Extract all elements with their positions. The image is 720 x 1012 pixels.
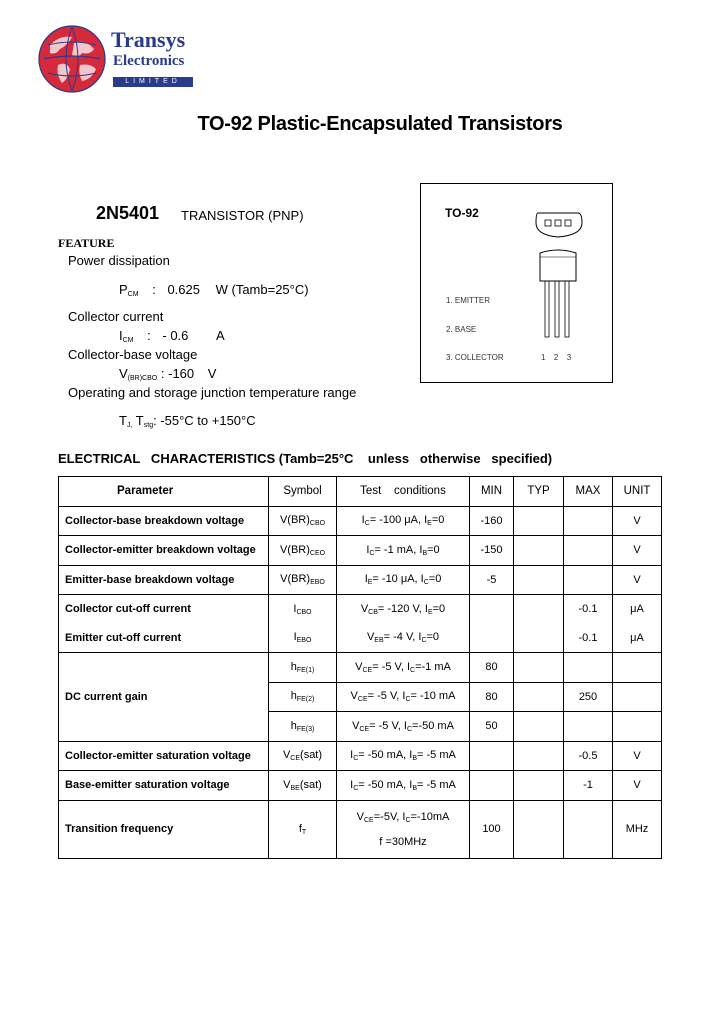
symbol-sub: CBO xyxy=(309,520,326,528)
row-symbol xyxy=(269,565,337,595)
cond-rest: = -5 V, I xyxy=(367,690,406,703)
table-header-row xyxy=(59,477,662,507)
table-row xyxy=(59,771,662,801)
symbol-sub: CBO xyxy=(296,608,312,616)
row-unit: μA xyxy=(613,595,662,624)
symbol-main: V(BR) xyxy=(280,573,311,586)
row-symbol xyxy=(269,624,337,653)
icm-line xyxy=(119,328,225,344)
row-symbol xyxy=(269,595,337,624)
brand-subtitle: Electronics xyxy=(113,53,185,69)
row-symbol xyxy=(269,506,337,536)
symbol-main: h xyxy=(290,690,297,703)
icm-value: - 0.6 xyxy=(162,328,189,343)
vbr-subscript: (BR)CBO xyxy=(127,375,158,382)
symbol-main: V xyxy=(282,749,291,762)
cond-rest2: =-1 mA xyxy=(415,660,451,673)
cond-line-a xyxy=(337,811,469,824)
symbol-main: V(BR) xyxy=(279,514,310,527)
pin-label-collector: 3. COLLECTOR xyxy=(446,353,504,362)
table-row xyxy=(59,741,662,771)
row-parameter: DC current gain xyxy=(59,653,269,742)
header-unit: UNIT xyxy=(613,477,662,507)
cond-sub: CE xyxy=(362,666,373,674)
cond-sub2: C xyxy=(410,666,416,674)
feature-heading: FEATURE xyxy=(58,236,115,250)
row-max xyxy=(564,506,613,536)
header-min: MIN xyxy=(470,477,514,507)
row-typ xyxy=(514,712,564,742)
row-unit: V xyxy=(613,565,662,595)
electrical-characteristics-heading: ELECTRICAL CHARACTERISTICS (Tamb=25°C unless otherwise specified) xyxy=(58,451,553,466)
cond-rest: = -5 V, I xyxy=(369,719,407,732)
cond-rest2: = -5 mA xyxy=(417,778,456,791)
row-typ xyxy=(514,800,564,858)
row-unit xyxy=(613,712,662,742)
row-min xyxy=(470,595,514,624)
row-min: -150 xyxy=(470,536,514,566)
cond-sub2: B xyxy=(412,755,418,763)
row-parameter: Collector-emitter saturation voltage xyxy=(59,741,269,771)
row-condition xyxy=(337,624,470,653)
cond-sub: C xyxy=(353,755,359,763)
row-min: 80 xyxy=(470,682,514,712)
row-max xyxy=(564,536,613,566)
vbr-symbol: V xyxy=(119,366,128,381)
cond-main: V xyxy=(356,810,364,823)
cond-sub2: C xyxy=(406,725,413,733)
symbol-main: f xyxy=(298,822,302,835)
row-typ xyxy=(514,653,564,683)
icm-colon: : xyxy=(147,328,151,343)
cond-main: V xyxy=(350,690,358,703)
row-condition xyxy=(337,771,470,801)
symbol-sub: CEO xyxy=(309,549,326,557)
cb-voltage-label: Collector-base voltage xyxy=(68,347,198,362)
cond-sub: C xyxy=(369,549,375,557)
pcm-subscript: CM xyxy=(127,291,139,298)
icm-symbol: I xyxy=(119,328,123,343)
vbr-colon: : xyxy=(160,366,165,381)
row-symbol xyxy=(269,536,337,566)
cond-rest: = -120 V, I xyxy=(377,602,428,615)
cond-rest2: =0 xyxy=(432,602,446,615)
cond-rest: = -50 mA, I xyxy=(358,778,413,791)
symbol-main: I xyxy=(293,602,297,615)
cond-sub: CE xyxy=(364,816,374,824)
row-min: -160 xyxy=(470,506,514,536)
cond-sub: CE xyxy=(359,725,370,733)
cond-rest2: = -5 mA xyxy=(417,749,456,762)
cond-line-b: f =30MHz xyxy=(379,835,427,848)
tstg-subscript: stg xyxy=(143,422,154,429)
cond-rest2: =0 xyxy=(431,514,445,527)
row-min xyxy=(470,741,514,771)
header-typ: TYP xyxy=(514,477,564,507)
row-max xyxy=(564,653,613,683)
power-dissipation-label: Power dissipation xyxy=(68,253,170,268)
pcm-line xyxy=(119,282,309,298)
row-parameter: Transition frequency xyxy=(59,800,269,858)
row-max xyxy=(564,712,613,742)
symbol-main: I xyxy=(293,631,297,644)
row-typ xyxy=(514,536,564,566)
pcm-unit-end: °C) xyxy=(289,282,309,297)
temperature-line xyxy=(119,413,256,429)
row-parameter: Base-emitter saturation voltage xyxy=(59,771,269,801)
cond-rest: = -1 mA, I xyxy=(374,543,423,556)
cond-sub: E xyxy=(367,579,373,587)
row-min: 100 xyxy=(470,800,514,858)
row-min xyxy=(470,771,514,801)
row-unit: V xyxy=(613,536,662,566)
row-symbol xyxy=(269,712,337,742)
symbol-sub: FE(2) xyxy=(296,696,315,704)
row-condition xyxy=(337,506,470,536)
cond-main: V xyxy=(355,660,363,673)
cond-sub2: E xyxy=(427,608,433,616)
vbr-line xyxy=(119,366,216,382)
row-condition xyxy=(337,653,470,683)
row-condition xyxy=(337,536,470,566)
cond-rest: = -50 mA, I xyxy=(358,749,413,762)
electrical-characteristics-table xyxy=(58,476,662,859)
pcm-value: 0.625 xyxy=(167,282,200,297)
symbol-main: V xyxy=(283,778,291,791)
symbol-rest: (sat) xyxy=(300,749,323,762)
pin-numbers: 1 2 3 xyxy=(541,353,572,362)
table-row xyxy=(59,624,662,653)
cond-rest2: = -10 mA xyxy=(410,690,456,703)
cond-rest2: =0 xyxy=(427,543,440,556)
row-min: 50 xyxy=(470,712,514,742)
row-parameter: Collector-emitter breakdown voltage xyxy=(59,536,269,566)
symbol-sub: FE(1) xyxy=(296,666,315,674)
row-max: -0.5 xyxy=(564,741,613,771)
cond-rest: =-5V, I xyxy=(373,810,406,823)
row-condition xyxy=(337,800,470,858)
header-test-conditions: Test conditions xyxy=(337,477,470,507)
symbol-main: h xyxy=(290,660,297,673)
row-max: -1 xyxy=(564,771,613,801)
row-min: -5 xyxy=(470,565,514,595)
cond-main: I xyxy=(364,573,368,586)
row-max: -0.1 xyxy=(564,624,613,653)
cond-main: V xyxy=(352,719,360,732)
cond-sub: C xyxy=(353,784,359,792)
header-max: MAX xyxy=(564,477,613,507)
row-parameter: Emitter cut-off current xyxy=(59,624,269,653)
vbr-value: -160 xyxy=(168,366,195,381)
brand-name: Transys xyxy=(111,27,186,52)
symbol-main: h xyxy=(290,719,297,732)
package-label: TO-92 xyxy=(445,206,479,220)
row-typ xyxy=(514,595,564,624)
tj-subscript: J, xyxy=(126,422,133,429)
cond-rest2: =0 xyxy=(426,631,440,644)
cond-sub: C xyxy=(364,520,370,528)
row-unit xyxy=(613,682,662,712)
row-symbol xyxy=(269,653,337,683)
symbol-sub: T xyxy=(301,828,307,836)
vbr-unit: V xyxy=(207,366,217,381)
row-unit: V xyxy=(613,771,662,801)
pcm-colon: : xyxy=(152,282,156,297)
to92-package-drawing xyxy=(530,203,590,348)
part-number: 2N5401 xyxy=(96,203,160,223)
row-parameter: Collector-base breakdown voltage xyxy=(59,506,269,536)
row-typ xyxy=(514,741,564,771)
tj-symbol: T xyxy=(119,413,127,428)
pin-label-emitter: 1. EMITTER xyxy=(446,296,491,305)
table-row xyxy=(59,536,662,566)
cond-sub: CE xyxy=(357,696,368,704)
cond-sub2: C xyxy=(405,696,411,704)
icm-unit: A xyxy=(216,328,225,343)
row-typ xyxy=(514,771,564,801)
table-row xyxy=(59,565,662,595)
header-parameter: Parameter xyxy=(59,477,269,507)
table-row xyxy=(59,653,662,683)
row-typ xyxy=(514,682,564,712)
row-max: -0.1 xyxy=(564,595,613,624)
row-unit: MHz xyxy=(613,800,662,858)
row-condition xyxy=(337,565,470,595)
row-symbol xyxy=(269,771,337,801)
temperature-value: : -55°C to +150°C xyxy=(153,413,256,428)
cond-rest2: =-50 mA xyxy=(412,719,454,732)
row-min: 80 xyxy=(470,653,514,683)
brand-limited-bar: LIMITED xyxy=(113,77,193,87)
row-parameter: Emitter-base breakdown voltage xyxy=(59,565,269,595)
cond-rest2: =-10mA xyxy=(410,810,450,823)
cond-sub2: E xyxy=(427,520,432,528)
row-unit: μA xyxy=(613,624,662,653)
row-symbol xyxy=(269,741,337,771)
table-row xyxy=(59,506,662,536)
cond-sub2: B xyxy=(412,784,418,792)
cond-sub: EB xyxy=(374,637,384,645)
symbol-sub: FE(3) xyxy=(296,725,315,733)
row-condition xyxy=(337,682,470,712)
collector-current-label: Collector current xyxy=(68,309,164,324)
company-logo-globe xyxy=(38,25,106,93)
cond-sub: CB xyxy=(368,608,378,616)
cond-sub2: C xyxy=(405,816,411,824)
row-typ xyxy=(514,624,564,653)
cond-main: I xyxy=(361,514,365,527)
table-row xyxy=(59,800,662,858)
symbol-sub: EBO xyxy=(310,579,325,587)
row-symbol xyxy=(269,800,337,858)
symbol-rest: (sat) xyxy=(299,778,322,791)
row-max xyxy=(564,565,613,595)
pcm-symbol: P xyxy=(119,282,128,297)
row-unit xyxy=(613,653,662,683)
part-type: TRANSISTOR (PNP) xyxy=(181,208,304,223)
cond-sub2: C xyxy=(421,637,427,645)
cond-main: I xyxy=(366,543,370,556)
pin-label-base: 2. BASE xyxy=(446,325,477,334)
cond-sub2: C xyxy=(423,579,429,587)
row-min xyxy=(470,624,514,653)
cond-sub2: B xyxy=(422,549,428,557)
cond-rest: = -100 μA, I xyxy=(369,514,428,527)
row-typ xyxy=(514,565,564,595)
cond-main: I xyxy=(350,778,354,791)
cond-rest: = -10 μA, I xyxy=(372,573,424,586)
row-unit: V xyxy=(613,741,662,771)
icm-subscript: CM xyxy=(122,337,134,344)
row-symbol xyxy=(269,682,337,712)
table-row xyxy=(59,595,662,624)
row-condition xyxy=(337,741,470,771)
document-title: TO-92 Plastic-Encapsulated Transistors xyxy=(197,113,563,135)
cond-main: I xyxy=(350,749,354,762)
temperature-range-label: Operating and storage junction temperature range xyxy=(68,385,357,400)
cond-main: V xyxy=(366,631,375,644)
cond-main: V xyxy=(360,602,369,615)
row-unit: V xyxy=(613,506,662,536)
row-condition xyxy=(337,595,470,624)
symbol-main: V(BR) xyxy=(279,543,310,556)
symbol-sub: EBO xyxy=(296,637,312,645)
header-symbol: Symbol xyxy=(269,477,337,507)
row-max: 250 xyxy=(564,682,613,712)
pcm-unit: W (Tamb=25 xyxy=(215,282,290,297)
row-typ xyxy=(514,506,564,536)
symbol-sub: BE xyxy=(290,784,300,792)
symbol-sub: CE xyxy=(290,755,301,763)
row-max xyxy=(564,800,613,858)
cond-rest2: =0 xyxy=(428,573,442,586)
row-condition xyxy=(337,712,470,742)
row-parameter: Collector cut-off current xyxy=(59,595,269,624)
tstg-symbol: T xyxy=(135,413,144,428)
cond-rest: = -4 V, I xyxy=(383,631,422,644)
cond-rest: = -5 V, I xyxy=(372,660,411,673)
